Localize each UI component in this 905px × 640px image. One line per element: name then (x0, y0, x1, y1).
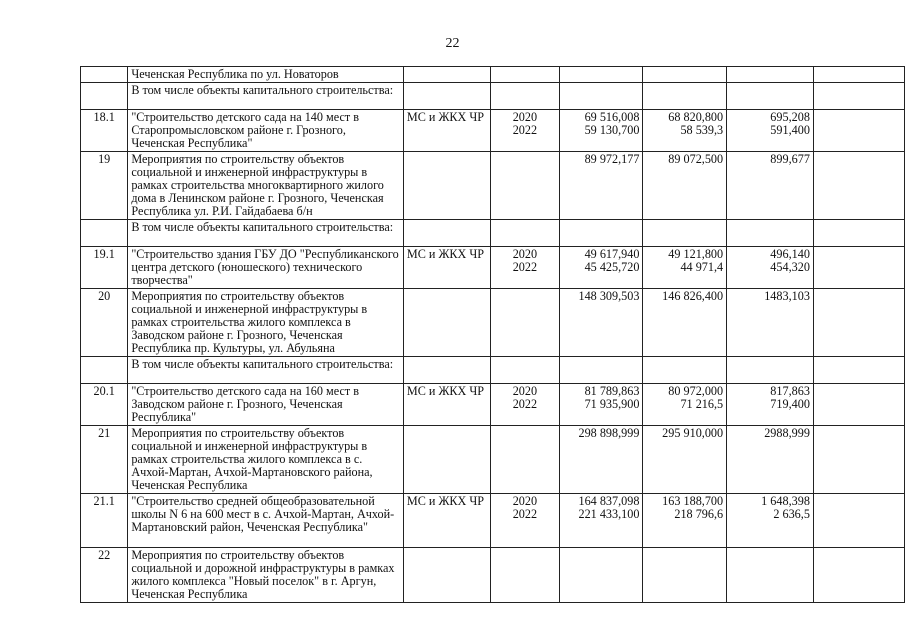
empty-cell (813, 152, 904, 220)
amount-regional (727, 67, 814, 83)
row-number: 20 (81, 289, 128, 357)
amount-federal-value: 163 188,700 (662, 494, 724, 508)
executor (403, 357, 490, 384)
row-number (81, 220, 128, 247)
executor (403, 152, 490, 220)
measure-name: Мероприятия по строительству объектов социальной и инженерной инфраструктуры в рамках строительства многоквартирного жилого дома в Ленинском районе г. Грозного, Чеченская Республика ул. Р.И. Гайдабаева б/н (128, 152, 404, 220)
amount-total (559, 384, 643, 426)
amount-federal-value: 80 972,000 (668, 384, 724, 398)
amount-federal (643, 494, 727, 548)
amount-regional (727, 247, 814, 289)
executor (403, 67, 490, 83)
executor: МС и ЖКХ ЧР (403, 247, 490, 289)
amount-total-value: 148 309,503 (578, 289, 640, 303)
year-cell (491, 289, 560, 357)
empty-cell (813, 548, 904, 603)
row-number: 19.1 (81, 247, 128, 289)
table-row (81, 152, 905, 220)
year-cell-value: 2020 (512, 247, 538, 261)
row-number: 21 (81, 426, 128, 494)
measure-name: В том числе объекты капитального строительства: (128, 357, 404, 384)
table-row (81, 220, 905, 247)
table-row (81, 494, 905, 548)
executor (403, 289, 490, 357)
amount-regional (727, 83, 814, 110)
amount-federal-value: 58 539,3 (680, 123, 724, 137)
amount-total (559, 426, 643, 494)
amount-total (559, 247, 643, 289)
amount-federal-value: 89 072,500 (668, 152, 724, 166)
amount-federal (643, 426, 727, 494)
amount-regional-value: 496,140 (770, 247, 810, 261)
empty-cell (813, 426, 904, 494)
measure-name: "Строительство детского сада на 160 мест в Заводском районе г. Грозного, Чеченская Республика" (128, 384, 404, 426)
row-number: 21.1 (81, 494, 128, 548)
empty-cell (813, 110, 904, 152)
measure-name: Чеченская Республика по ул. Новаторов (128, 67, 404, 83)
executor (403, 548, 490, 603)
amount-federal (643, 67, 727, 83)
amount-total-value: 89 972,177 (584, 152, 640, 166)
executor (403, 220, 490, 247)
executor: МС и ЖКХ ЧР (403, 384, 490, 426)
amount-total (559, 548, 643, 603)
amount-federal (643, 152, 727, 220)
measure-name: "Строительство средней общеобразовательной школы N 6 на 600 мест в с. Ачхой-Мартан, Ачхой-Мартановский район, Чеченская Республика" (128, 494, 404, 548)
amount-regional (727, 426, 814, 494)
executor: МС и ЖКХ ЧР (403, 110, 490, 152)
amount-federal (643, 548, 727, 603)
empty-cell (813, 83, 904, 110)
year-cell-value: 2022 (512, 260, 538, 274)
year-cell (491, 83, 560, 110)
measure-name: В том числе объекты капитального строительства: (128, 220, 404, 247)
amount-federal (643, 357, 727, 384)
table-row (81, 426, 905, 494)
table-row (81, 384, 905, 426)
executor (403, 426, 490, 494)
amount-total-value: 59 130,700 (584, 123, 640, 137)
empty-cell (813, 220, 904, 247)
amount-total-value: 221 433,100 (578, 507, 640, 521)
amount-total (559, 220, 643, 247)
amount-federal (643, 247, 727, 289)
empty-cell (813, 357, 904, 384)
empty-cell (813, 289, 904, 357)
amount-federal (643, 110, 727, 152)
amount-total-value: 45 425,720 (584, 260, 640, 274)
empty-cell (813, 384, 904, 426)
year-cell-value: 2022 (512, 397, 538, 411)
amount-regional-value: 2 636,5 (773, 507, 810, 521)
year-cell (491, 426, 560, 494)
year-cell (491, 384, 560, 426)
amount-total-value: 164 837,098 (578, 494, 640, 508)
amount-regional-value: 454,320 (770, 260, 810, 274)
page-number: 22 (445, 36, 460, 51)
row-number (81, 357, 128, 384)
year-cell (491, 110, 560, 152)
amount-total (559, 152, 643, 220)
amount-total (559, 83, 643, 110)
amount-federal (643, 384, 727, 426)
amount-federal-value: 49 121,800 (668, 247, 724, 261)
row-number: 22 (81, 548, 128, 603)
amount-regional-value: 899,677 (770, 152, 810, 166)
row-number: 19 (81, 152, 128, 220)
measure-name: Мероприятия по строительству объектов социальной и инженерной инфраструктуры в рамках строительства жилого комплекса в с. Ачхой-Мартан, Ачхой-Мартановского района, Чеченская Республика (128, 426, 404, 494)
executor: МС и ЖКХ ЧР (403, 494, 490, 548)
amount-total-value: 49 617,940 (584, 247, 640, 261)
amount-federal-value: 146 826,400 (662, 289, 724, 303)
amount-regional (727, 152, 814, 220)
empty-cell (813, 494, 904, 548)
table-row (81, 110, 905, 152)
year-cell-value: 2022 (512, 507, 538, 521)
year-cell-value: 2022 (512, 123, 538, 137)
amount-regional (727, 289, 814, 357)
table-row (81, 83, 905, 110)
year-cell (491, 494, 560, 548)
row-number (81, 83, 128, 110)
year-cell (491, 357, 560, 384)
program-table (80, 66, 905, 603)
amount-regional (727, 494, 814, 548)
table-row (81, 247, 905, 289)
table-row (81, 548, 905, 603)
amount-federal-value: 218 796,6 (674, 507, 724, 521)
amount-federal (643, 83, 727, 110)
amount-total-value: 69 516,008 (584, 110, 640, 124)
year-cell (491, 152, 560, 220)
amount-regional (727, 110, 814, 152)
year-cell-value: 2020 (512, 110, 538, 124)
empty-cell (813, 67, 904, 83)
amount-total-value: 71 935,900 (584, 397, 640, 411)
amount-regional-value: 591,400 (770, 123, 810, 137)
measure-name: "Строительство детского сада на 140 мест в Старопромысловском районе г. Грозного, Чеченская Республика" (128, 110, 404, 152)
year-cell-value: 2020 (512, 384, 538, 398)
empty-cell (813, 247, 904, 289)
amount-total-value: 81 789,863 (584, 384, 640, 398)
amount-regional (727, 384, 814, 426)
amount-total-value: 298 898,999 (578, 426, 640, 440)
executor (403, 83, 490, 110)
amount-regional-value: 695,208 (770, 110, 810, 124)
year-cell (491, 220, 560, 247)
amount-federal (643, 289, 727, 357)
amount-regional-value: 2988,999 (764, 426, 810, 440)
measure-name: Мероприятия по строительству объектов социальной и инженерной инфраструктуры в рамках строительства жилого комплекса в Заводском районе г. Грозного, Чеченская Республика пр. Культуры, ул. Абульяна (128, 289, 404, 357)
amount-regional (727, 548, 814, 603)
amount-regional-value: 817,863 (770, 384, 810, 398)
amount-total (559, 110, 643, 152)
year-cell (491, 548, 560, 603)
amount-total (559, 357, 643, 384)
table-row (81, 357, 905, 384)
year-cell-value: 2020 (512, 494, 538, 508)
row-number (81, 67, 128, 83)
amount-total (559, 67, 643, 83)
measure-name: В том числе объекты капитального строительства: (128, 83, 404, 110)
amount-federal-value: 295 910,000 (662, 426, 724, 440)
amount-regional-value: 719,400 (770, 397, 810, 411)
table-row (81, 289, 905, 357)
amount-federal (643, 220, 727, 247)
amount-total (559, 494, 643, 548)
measure-name: "Строительство здания ГБУ ДО "Республиканского центра детского (юношеского) технического творчества" (128, 247, 404, 289)
amount-federal-value: 71 216,5 (680, 397, 724, 411)
row-number: 18.1 (81, 110, 128, 152)
amount-regional (727, 357, 814, 384)
row-number: 20.1 (81, 384, 128, 426)
measure-name: Мероприятия по строительству объектов социальной и дорожной инфраструктуры в рамках жилого комплекса "Новый поселок" в г. Аргун, Чеченская Республика (128, 548, 404, 603)
amount-total (559, 289, 643, 357)
amount-regional-value: 1483,103 (764, 289, 810, 303)
table-row (81, 67, 905, 83)
amount-federal-value: 68 820,800 (668, 110, 724, 124)
amount-regional-value: 1 648,398 (761, 494, 810, 508)
amount-federal-value: 44 971,4 (680, 260, 724, 274)
year-cell (491, 67, 560, 83)
year-cell (491, 247, 560, 289)
amount-regional (727, 220, 814, 247)
